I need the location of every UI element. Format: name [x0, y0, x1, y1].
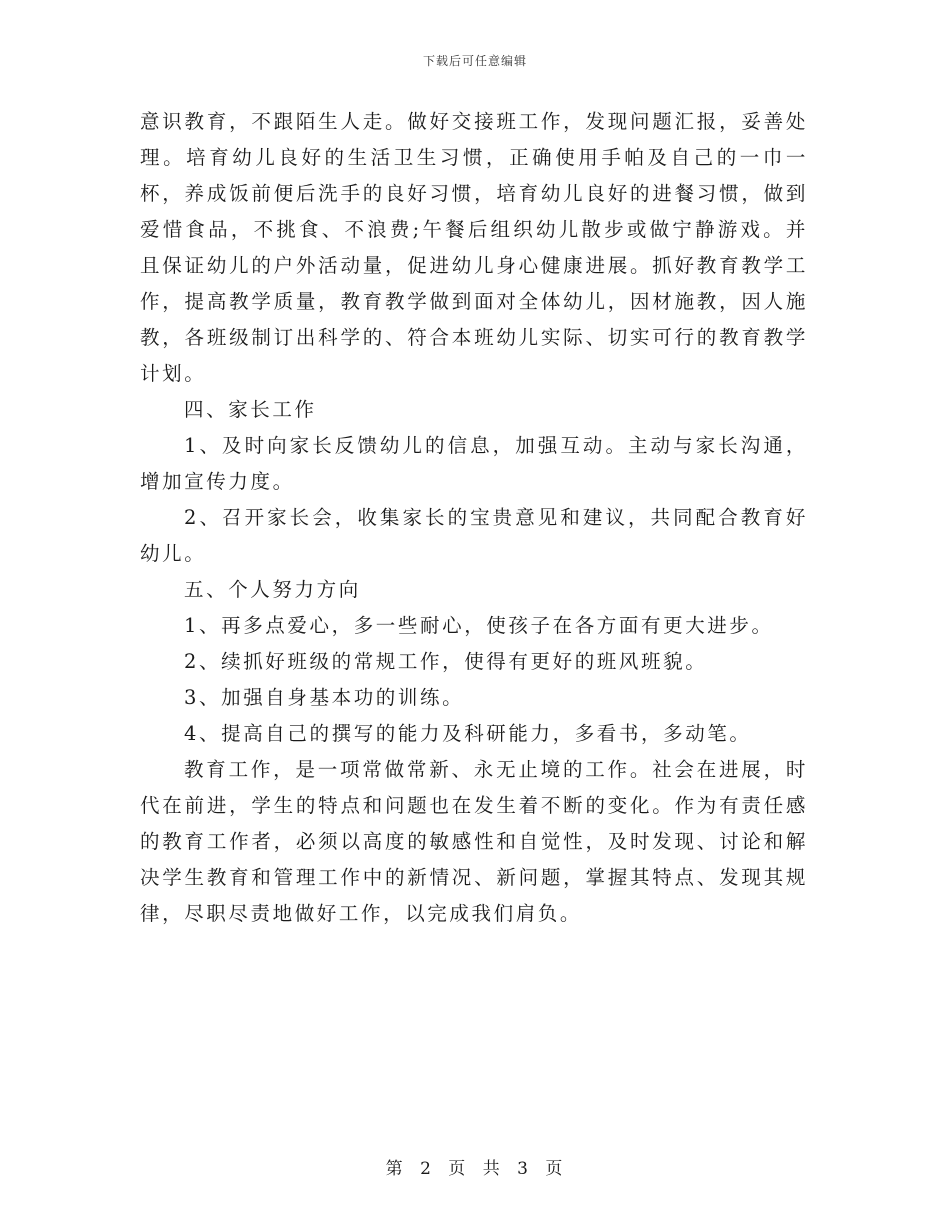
paragraph-conclusion: 教育工作，是一项常做常新、永无止境的工作。社会在进展，时代在前进，学生的特点和问题也在发生着不断的变化。作为有责任感的教育工作者，必须以高度的敏感性和自觉性，及时发现、讨论和解决学生教育和管理工作中的新情况、新问题，掌握其特点、发现其规律，尽职尽责地做好工作，以完成我们肩负。 [140, 758, 808, 925]
paragraph-personal-item-2: 2、续抓好班级的常规工作，使得有更好的班风班貌。 [184, 650, 708, 673]
page-header: 下载后可任意编辑 [422, 54, 527, 68]
section-heading-personal: 五、个人努力方向 [184, 578, 361, 601]
paragraph-parents-item-1: 1、及时向家长反馈幼儿的信息，加强互动。主动与家长沟通，增加宣传力度。 [140, 434, 808, 493]
paragraph-parents-item-2: 2、召开家长会，收集家长的宝贵意见和建议，共同配合教育好幼儿。 [140, 506, 808, 565]
paragraph-personal-item-3: 3、加强自身基本功的训练。 [184, 686, 465, 709]
page-number-footer: 第 2 页 共 3 页 [385, 1159, 565, 1179]
paragraph-personal-item-1: 1、再多点爱心，多一些耐心，使孩子在各方面有更大进步。 [184, 614, 774, 637]
section-heading-parents: 四、家长工作 [184, 398, 317, 421]
document-body [140, 104, 808, 932]
paragraph-continuation: 意识教育，不跟陌生人走。做好交接班工作，发现问题汇报，妥善处理。培育幼儿良好的生活卫生习惯，正确使用手帕及自己的一巾一杯，养成饭前便后洗手的良好习惯，培育幼儿良好的进餐习惯，做到爱惜食品，不挑食、不浪费;午餐后组织幼儿散步或做宁静游戏。并且保证幼儿的户外活动量，促进幼儿身心健康进展。抓好教育教学工作，提高教学质量，教育教学做到面对全体幼儿，因材施教，因人施教，各班级制订出科学的、符合本班幼儿实际、切实可行的教育教学计划。 [140, 110, 808, 385]
paragraph-personal-item-4: 4、提高自己的撰写的能力及科研能力，多看书，多动笔。 [184, 722, 752, 745]
